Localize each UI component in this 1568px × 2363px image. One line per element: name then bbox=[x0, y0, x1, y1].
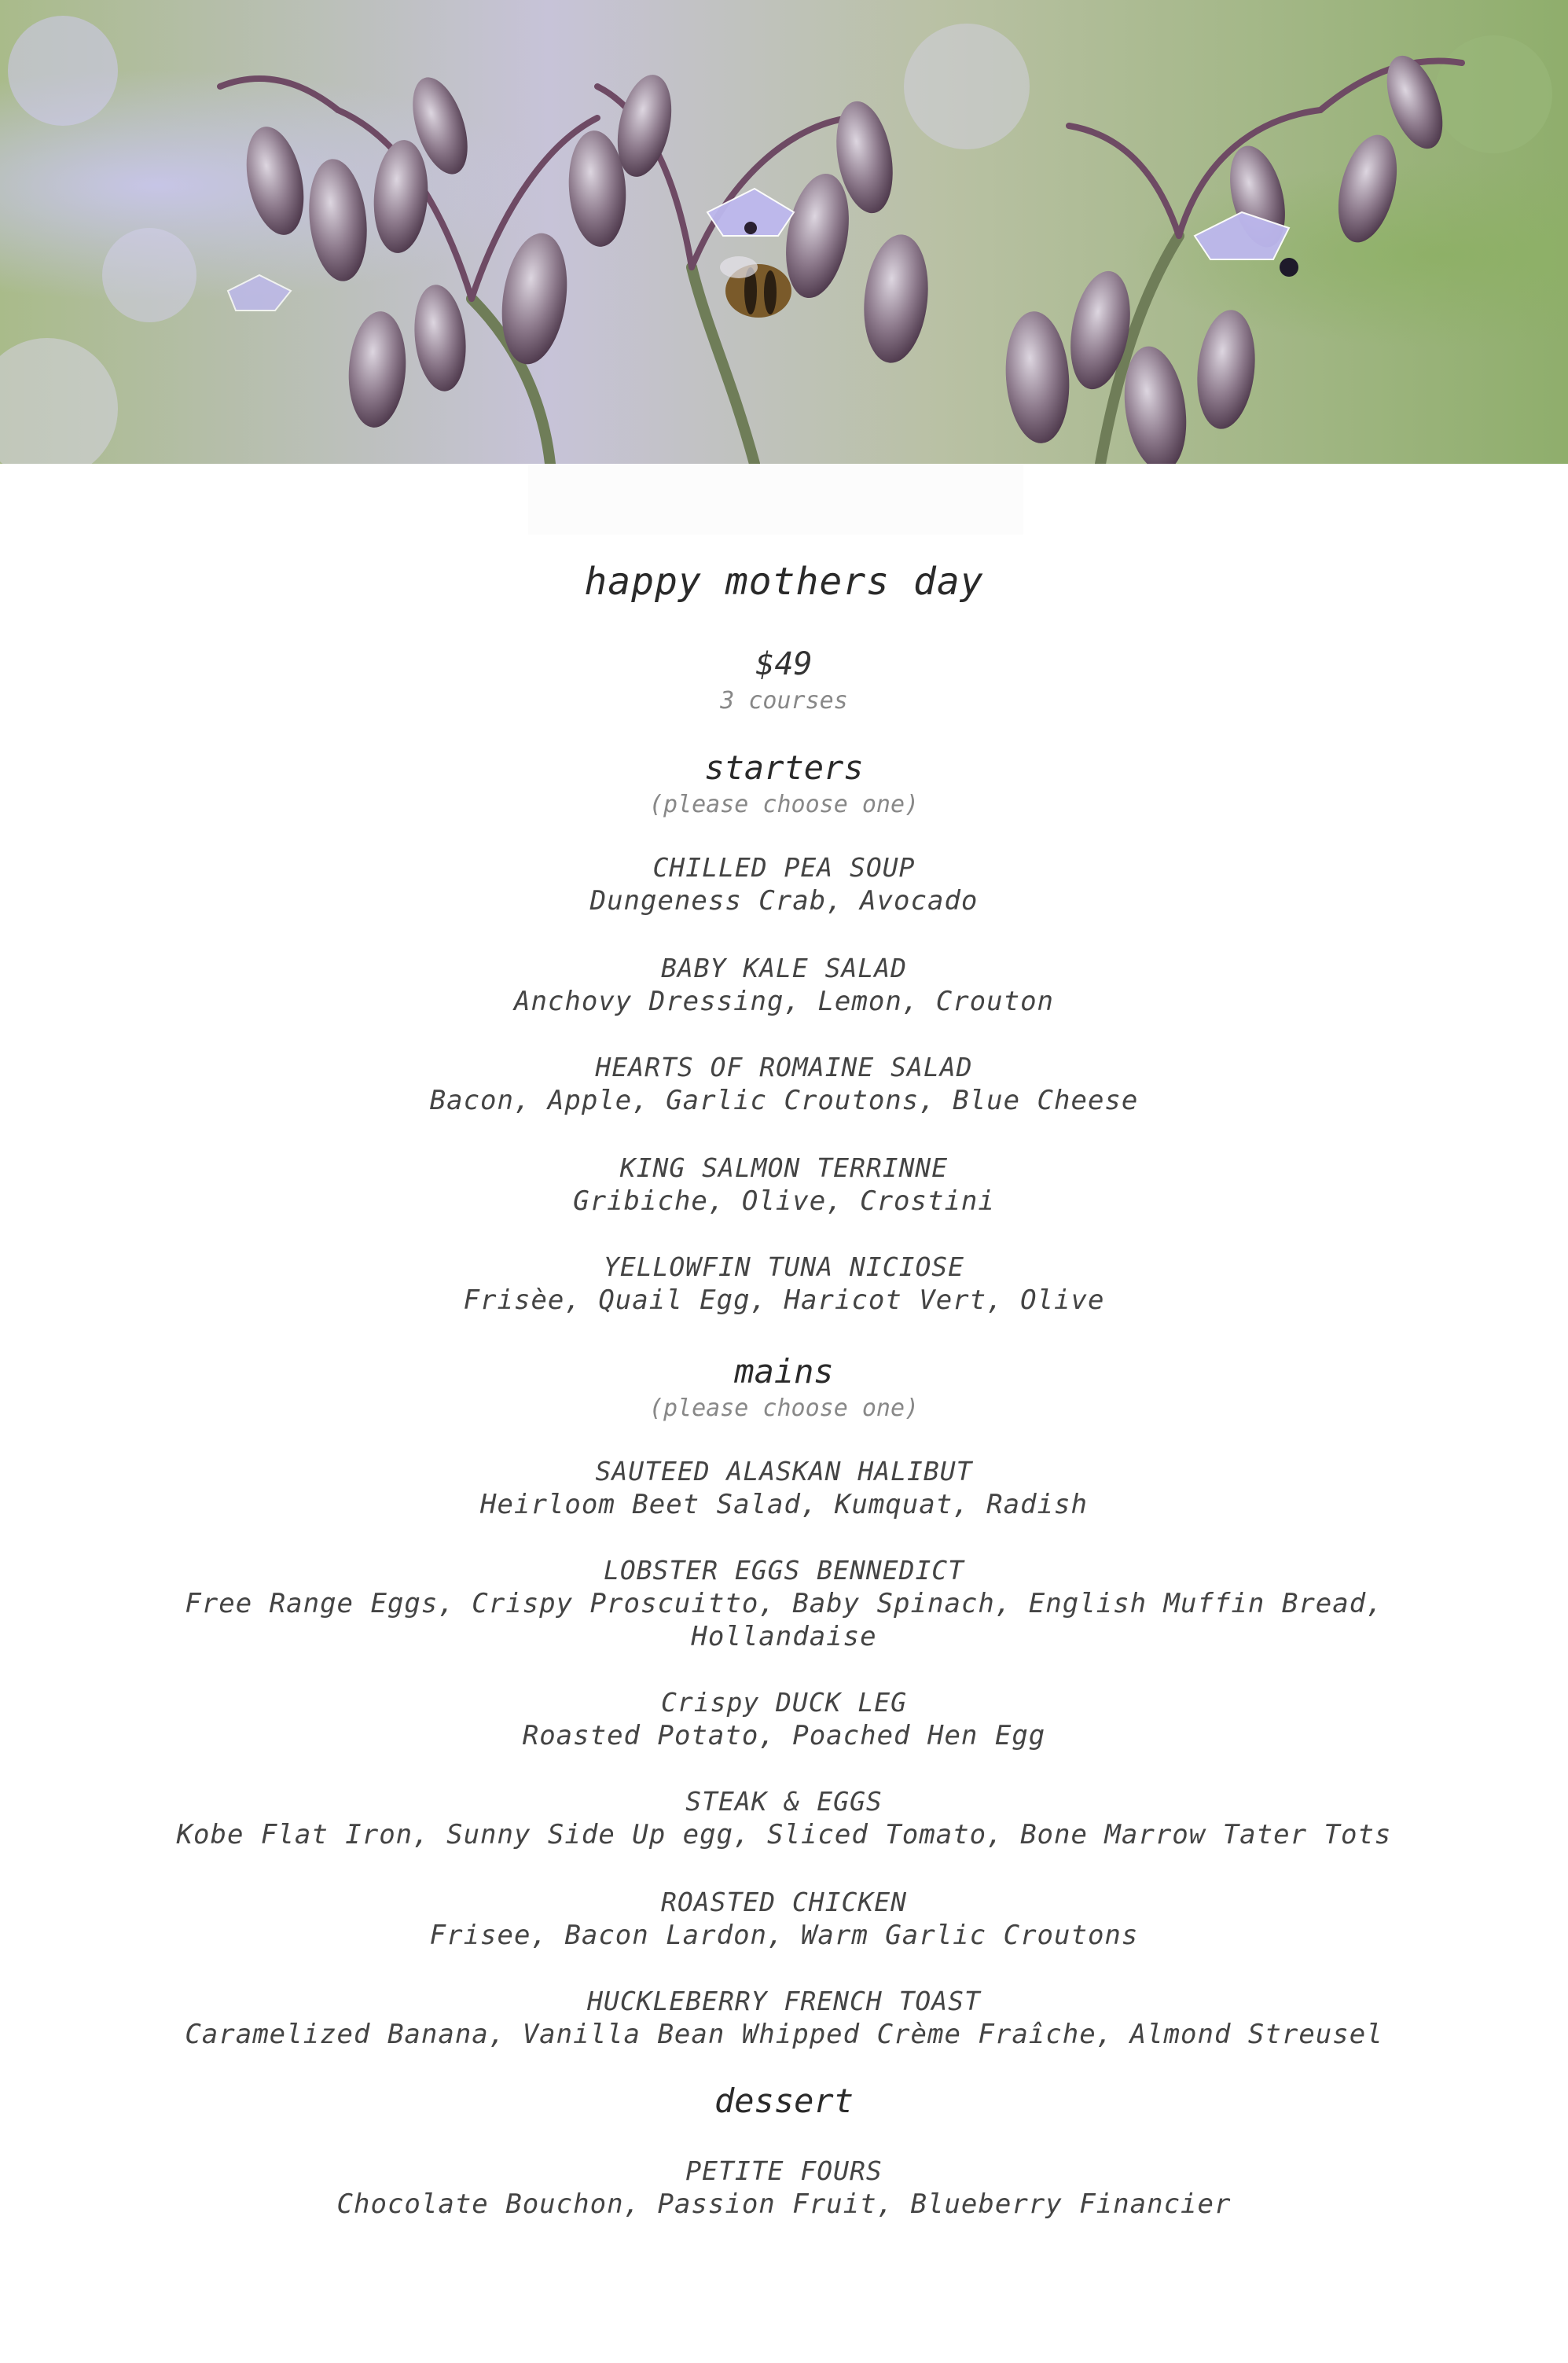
menu-item-name: PETITE FOURS bbox=[685, 2155, 883, 2186]
menu-item-name: SAUTEED ALASKAN HALIBUT bbox=[595, 1456, 973, 1487]
section-heading-starters: starters bbox=[704, 748, 864, 787]
menu-item-name: HUCKLEBERRY FRENCH TOAST bbox=[587, 1986, 981, 2016]
section-note-mains: (please choose one) bbox=[648, 1395, 920, 1422]
menu-item-name: ROASTED CHICKEN bbox=[660, 1887, 907, 1917]
section-note-starters: (please choose one) bbox=[648, 791, 920, 818]
menu-item-description: Anchovy Dressing, Lemon, Crouton bbox=[513, 986, 1055, 1017]
menu-item-description: Frisèe, Quail Egg, Haricot Vert, Olive bbox=[463, 1284, 1105, 1316]
menu-item-name: Crispy DUCK LEG bbox=[660, 1687, 907, 1718]
menu-item-name: BABY KALE SALAD bbox=[660, 953, 907, 983]
menu-item-description: Caramelized Banana, Vanilla Bean Whipped Crème Fraîche, Almond Streusel bbox=[185, 2019, 1383, 2050]
menu-item-description: Gribiche, Olive, Crostini bbox=[573, 1185, 995, 1217]
menu-item-name: STEAK & EGGS bbox=[685, 1786, 883, 1817]
menu-item-description: Frisee, Bacon Lardon, Warm Garlic Croutons bbox=[429, 1920, 1139, 1951]
menu-item-description: Dungeness Crab, Avocado bbox=[589, 885, 979, 917]
menu-item-description: Heirloom Beet Salad, Kumquat, Radish bbox=[480, 1489, 1088, 1520]
menu-item-name: KING SALMON TERRINNE bbox=[619, 1152, 949, 1183]
menu-price: $49 bbox=[755, 646, 813, 682]
menu-title: happy mothers day bbox=[584, 560, 984, 604]
menu-item-description: Chocolate Bouchon, Passion Fruit, Blueberry Financier bbox=[336, 2188, 1232, 2220]
menu-item-name: LOBSTER EGGS BENNEDICT bbox=[603, 1555, 965, 1586]
menu-item-description: Free Range Eggs, Crispy Proscuitto, Baby Spinach, English Muffin Bread, bbox=[185, 1588, 1383, 1619]
menu-item-name: YELLOWFIN TUNA NICIOSE bbox=[603, 1251, 965, 1282]
menu-item-description: Kobe Flat Iron, Sunny Side Up egg, Sliced Tomato, Bone Marrow Tater Tots bbox=[176, 1819, 1392, 1850]
section-heading-mains: mains bbox=[734, 1352, 834, 1391]
menu-course-count: 3 courses bbox=[720, 687, 848, 715]
menu-item-name: CHILLED PEA SOUP bbox=[652, 852, 916, 883]
menu-item-description-continued: Hollandaise bbox=[691, 1621, 877, 1652]
section-heading-dessert: dessert bbox=[714, 2082, 854, 2120]
menu-item-description: Roasted Potato, Poached Hen Egg bbox=[522, 1720, 1046, 1751]
menu-item-name: HEARTS OF ROMAINE SALAD bbox=[595, 1052, 973, 1082]
menu-item-description: Bacon, Apple, Garlic Croutons, Blue Cheese bbox=[429, 1085, 1139, 1116]
